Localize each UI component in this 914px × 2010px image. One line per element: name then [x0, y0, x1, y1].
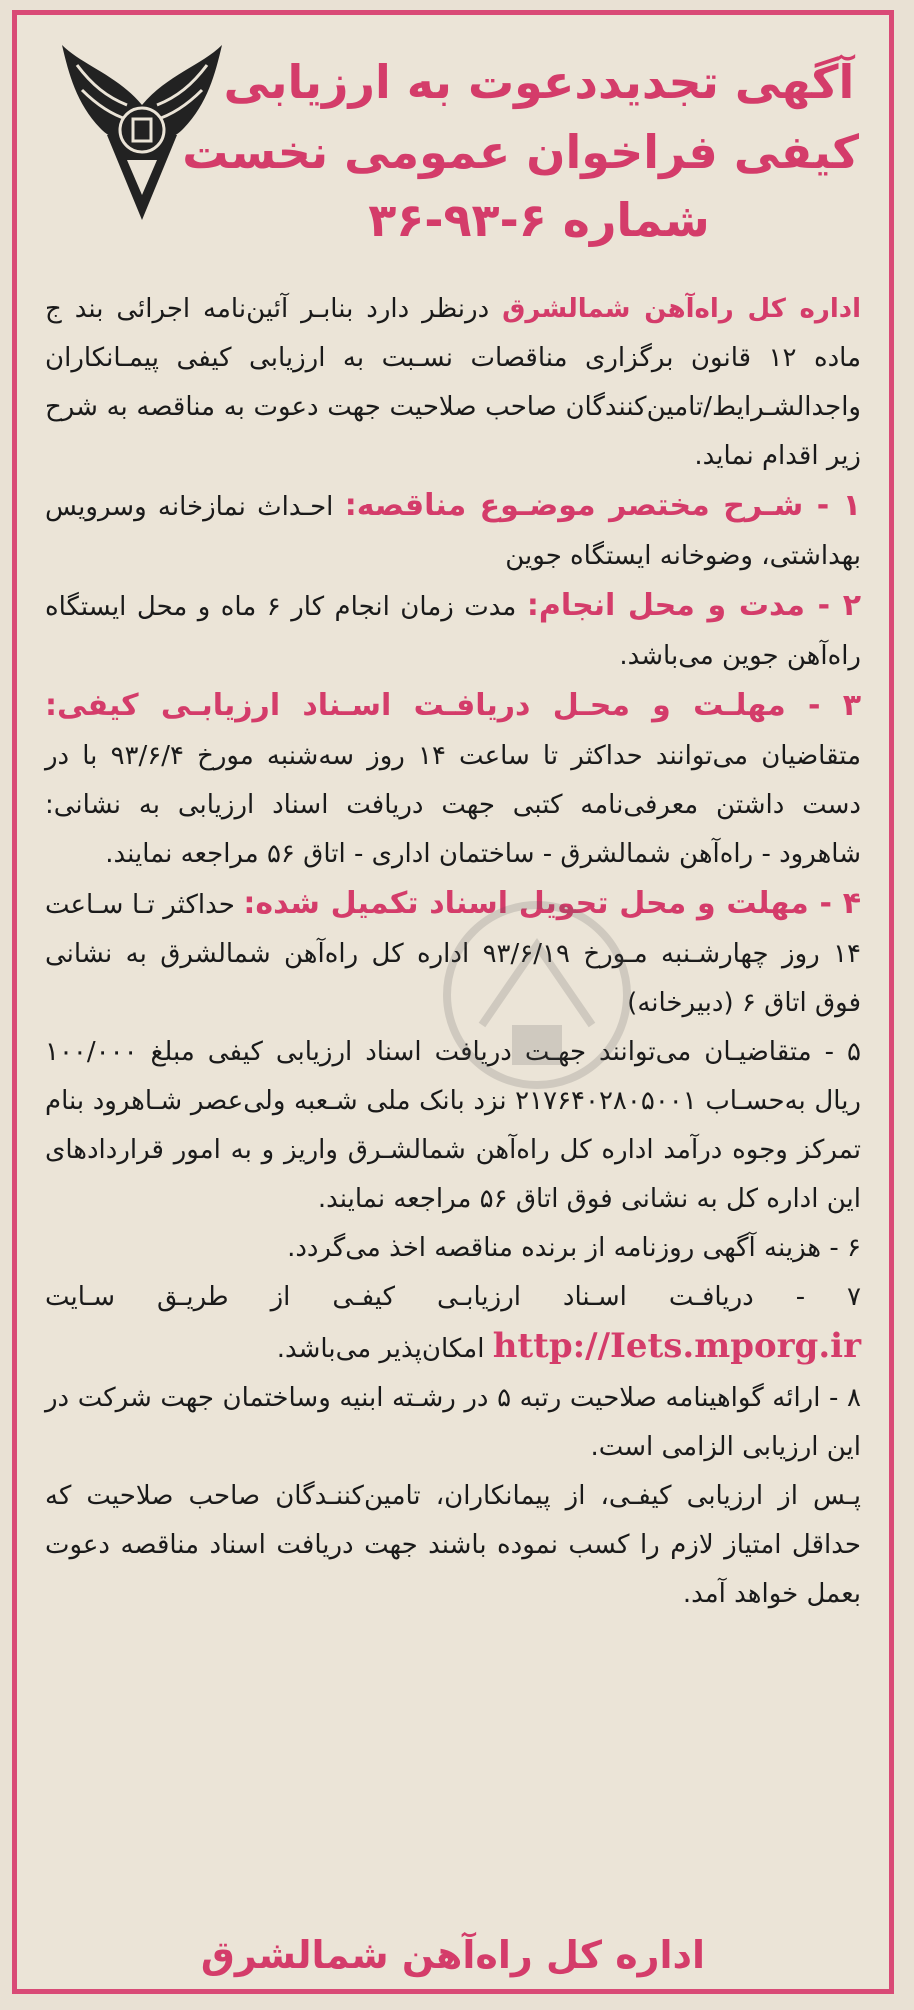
- title-line-1: آگهی تجدیددعوت به ارزیابی: [223, 55, 855, 109]
- ad-frame: [12, 10, 894, 1994]
- intro-text: درنظر دارد بنابـر آئین‌نامه اجرائی بند ج ماده ۱۲ قانون برگزاری مناقصات نسـبت به ارزیابی کیفی پیمـانکاران واجدالشـرایط/تامین‌کنندگان صاحب صلاحیت جهت دعوت به مناقصه به شرح زیر اقدام نماید.: [45, 294, 861, 471]
- ad-body: [45, 285, 861, 1619]
- item-1-heading: ۱ - شـرح مختصر موضـوع مناقصه:: [344, 488, 861, 523]
- item-3-heading: ۳ - مهلـت و محـل دریافـت اسـناد ارزیابـی کیفی:: [45, 688, 861, 723]
- title-line-2: کیفی فراخوان عمومی نخست: [182, 125, 859, 179]
- item-8: ۸ - ارائه گواهینامه صلاحیت رتبه ۵ در رشـته ابنیه وساختمان جهت شرکت در این ارزیابی الزامی است.: [45, 1383, 861, 1462]
- intro-org: اداره کل راه‌آهن شمالشرق: [502, 294, 862, 324]
- item-2-text: مدت زمان انجام کار ۶ ماه و محل ایستگاه راه‌آهن جوین می‌باشد.: [45, 592, 861, 671]
- intro-paragraph: [45, 285, 861, 481]
- item-4-heading: ۴ - مهلت و محل تحویل اسناد تکمیل شده:: [243, 886, 862, 921]
- item-1: [45, 481, 861, 581]
- item-7-text: ۷ - دریافـت اسـناد ارزیابـی کیفـی از طریـق سـایت: [45, 1282, 861, 1312]
- item-4-text: حداکثر تـا سـاعت ۱۴ روز چهارشـنبه مـورخ ۹۳/۶/۱۹ اداره کل راه‌آهن شمالشرق به نشانی فوق اتاق ۶ (دبیرخانه): [45, 890, 862, 1018]
- footer-signature: اداره کل راه‌آهن شمالشرق: [200, 1933, 706, 1977]
- item-7: [45, 1273, 861, 1374]
- item-2: [45, 581, 861, 681]
- item-3-text: متقاضیان می‌توانند حداکثر تا ساعت ۱۴ روز سه‌شنبه مورخ ۹۳/۶/۴ با در دست داشتن معرفی‌نامه کتبی جهت دریافت اسناد ارزیابی به نشانی: شاهرود - راه‌آهن شمالشرق - ساختمان اداری - اتاق ۵۶ مراجعه نمایند.: [45, 741, 861, 869]
- item-1-text: احـداث نمازخانه وسرویس بهداشتی، وضوخانه ایستگاه جوین: [45, 492, 861, 571]
- item-5: ۵ - متقاضیـان می‌توانند جهـت دریافت اسناد ارزیابی کیفی مبلغ ۱۰۰/۰۰۰ ریال به‌حسـاب ۲۱۷۶۴۰۲۸۰۵۰۰۱ نزد بانک ملی شـعبه ولی‌عصر شـاهرود بنام تمرکز وجوه درآمد اداره کل راه‌آهن شمالشـرق واریز و به امور قراردادهای این اداره کل به نشانی فوق اتاق ۵۶ مراجعه نمایند.: [45, 1037, 861, 1214]
- site-link[interactable]: http://Iets.mporg.ir: [492, 1326, 861, 1366]
- item-4: [45, 879, 861, 1028]
- item-2-heading: ۲ - مدت و محل انجام:: [526, 588, 861, 623]
- header: [17, 15, 889, 265]
- item-7-tail: امکان‌پذیر می‌باشد.: [276, 1334, 485, 1364]
- item-6: ۶ - هزینه آگهی روزنامه از برنده مناقصه اخذ می‌گردد.: [287, 1233, 861, 1263]
- title-line-3: شماره ۶-۹۳-۳۶: [368, 193, 710, 247]
- item-3: [45, 681, 861, 879]
- closing-paragraph: پـس از ارزیابی کیفـی، از پیمانکاران، تامین‌کننـدگان صاحب صلاحیت که حداقل امتیاز لازم را کسب نموده باشند جهت دریافت اسناد مناقصه دعوت بعمل خواهد آمد.: [45, 1481, 861, 1609]
